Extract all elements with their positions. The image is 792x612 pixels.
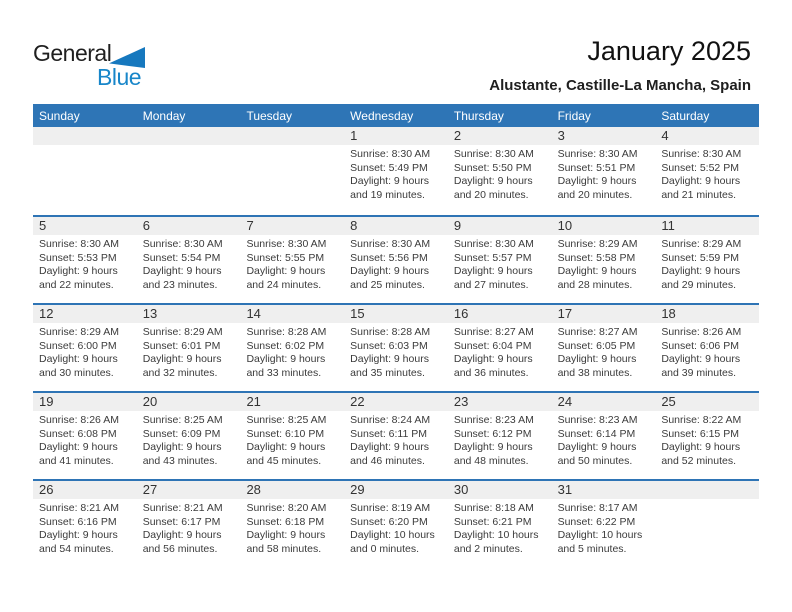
- sunset-text: Sunset: 6:22 PM: [557, 515, 636, 528]
- sunset-text: Sunset: 6:03 PM: [350, 339, 428, 352]
- week-content-row: [33, 235, 759, 292]
- empty-day-number: [33, 127, 137, 145]
- daylight-text: Daylight: 9 hours and 46 minutes.: [350, 441, 429, 467]
- day-cell-12: [33, 323, 137, 380]
- weekday-header-thursday: Thursday: [453, 108, 504, 123]
- daylight-text: Daylight: 9 hours and 56 minutes.: [142, 529, 222, 555]
- sunrise-text: Sunrise: 8:23 AM: [557, 414, 638, 426]
- day-number-3: 3: [557, 128, 565, 143]
- day-cell-3: [552, 145, 656, 202]
- day-cell-9: [448, 235, 552, 292]
- sunrise-text: Sunrise: 8:27 AM: [557, 326, 638, 338]
- day-cell-29: [344, 499, 448, 556]
- sunrise-text: Sunrise: 8:30 AM: [453, 238, 534, 250]
- daylight-text: Daylight: 9 hours and 25 minutes.: [350, 265, 429, 291]
- day-cell-16: [448, 323, 552, 380]
- daylight-text: Daylight: 9 hours and 29 minutes.: [661, 265, 741, 291]
- day-number-4: 4: [661, 128, 669, 143]
- day-cell-23: [448, 411, 552, 468]
- sunrise-text: Sunrise: 8:26 AM: [661, 326, 742, 338]
- day-cell-24: [552, 411, 656, 468]
- sunset-text: Sunset: 5:56 PM: [350, 251, 428, 264]
- day-cell-6: [137, 235, 241, 292]
- day-cell-15: [344, 323, 448, 380]
- day-number-23: 23: [453, 394, 469, 409]
- day-number-21: 21: [246, 394, 261, 409]
- day-cell-10: [552, 235, 656, 292]
- week-row-5: [33, 479, 759, 567]
- calendar-weeks: [33, 127, 759, 567]
- sunrise-text: Sunrise: 8:20 AM: [246, 502, 327, 514]
- daylight-text: Daylight: 9 hours and 39 minutes.: [661, 353, 741, 379]
- day-cell-13: [137, 323, 241, 380]
- sunrise-text: Sunrise: 8:17 AM: [557, 502, 638, 514]
- sunrise-text: Sunrise: 8:30 AM: [661, 148, 742, 160]
- day-cell-26: [33, 499, 137, 556]
- daylight-text: Daylight: 9 hours and 50 minutes.: [557, 441, 637, 467]
- sunrise-text: Sunrise: 8:30 AM: [350, 238, 431, 250]
- sunset-text: Sunset: 5:51 PM: [557, 161, 636, 174]
- page-subtitle: Alustante, Castille-La Mancha, Spain: [489, 77, 751, 94]
- daylight-text: Daylight: 9 hours and 38 minutes.: [557, 353, 637, 379]
- day-number-7: 7: [246, 218, 254, 233]
- sunrise-text: Sunrise: 8:30 AM: [557, 148, 638, 160]
- day-number-18: 18: [661, 306, 676, 321]
- week-row-2: [33, 215, 759, 303]
- empty-day-cell: [33, 145, 137, 202]
- sunrise-text: Sunrise: 8:21 AM: [142, 502, 223, 514]
- day-number-9: 9: [453, 218, 462, 233]
- sunrise-text: Sunrise: 8:18 AM: [453, 502, 534, 514]
- logo-text-general: General: [33, 40, 112, 66]
- daylight-text: Daylight: 9 hours and 22 minutes.: [39, 265, 118, 291]
- sunset-text: Sunset: 5:55 PM: [246, 251, 325, 264]
- sunrise-text: Sunrise: 8:26 AM: [39, 414, 119, 426]
- day-number-17: 17: [557, 306, 573, 321]
- sunrise-text: Sunrise: 8:29 AM: [661, 238, 742, 250]
- sunrise-text: Sunrise: 8:28 AM: [246, 326, 327, 338]
- weekday-header-saturday: Saturday: [661, 108, 710, 123]
- weekday-header-sunday: Sunday: [39, 108, 80, 123]
- day-number-26: 26: [39, 482, 54, 497]
- weekday-header-tuesday: Tuesday: [246, 108, 293, 123]
- day-cell-20: [137, 411, 241, 468]
- empty-day-number: [137, 127, 241, 145]
- daylight-text: Daylight: 9 hours and 27 minutes.: [453, 265, 533, 291]
- day-number-28: 28: [246, 482, 261, 497]
- day-number-band: [33, 305, 759, 323]
- sunrise-text: Sunrise: 8:29 AM: [142, 326, 223, 338]
- day-cell-27: [137, 499, 241, 556]
- sunrise-text: Sunrise: 8:25 AM: [142, 414, 223, 426]
- daylight-text: Daylight: 9 hours and 23 minutes.: [142, 265, 222, 291]
- day-number-19: 19: [39, 394, 54, 409]
- day-number-band: [33, 127, 759, 145]
- daylight-text: Daylight: 10 hours and 2 minutes.: [453, 529, 539, 555]
- day-number-14: 14: [246, 306, 261, 321]
- daylight-text: Daylight: 9 hours and 33 minutes.: [246, 353, 326, 379]
- day-cell-21: [240, 411, 344, 468]
- sunrise-text: Sunrise: 8:21 AM: [39, 502, 119, 514]
- sunset-text: Sunset: 5:59 PM: [661, 251, 739, 264]
- daylight-text: Daylight: 9 hours and 45 minutes.: [246, 441, 326, 467]
- daylight-text: Daylight: 9 hours and 32 minutes.: [142, 353, 222, 379]
- day-cell-25: [655, 411, 759, 468]
- day-cell-1: [344, 145, 448, 202]
- daylight-text: Daylight: 9 hours and 43 minutes.: [142, 441, 222, 467]
- day-cell-17: [552, 323, 656, 380]
- sunrise-text: Sunrise: 8:29 AM: [557, 238, 638, 250]
- day-cell-8: [344, 235, 448, 292]
- sunset-text: Sunset: 5:54 PM: [142, 251, 221, 264]
- weekday-header-friday: Friday: [557, 108, 591, 123]
- sunset-text: Sunset: 6:17 PM: [142, 515, 221, 528]
- day-cell-7: [240, 235, 344, 292]
- calendar: [33, 104, 759, 567]
- day-number-6: 6: [142, 218, 150, 233]
- week-row-4: [33, 391, 759, 479]
- day-number-2: 2: [453, 128, 462, 143]
- day-cell-4: [655, 145, 759, 202]
- sunset-text: Sunset: 5:53 PM: [39, 251, 117, 264]
- day-number-29: 29: [350, 482, 365, 497]
- sunset-text: Sunset: 6:16 PM: [39, 515, 117, 528]
- week-content-row: [33, 145, 759, 202]
- daylight-text: Daylight: 9 hours and 24 minutes.: [246, 265, 326, 291]
- day-cell-2: [448, 145, 552, 202]
- day-cell-19: [33, 411, 137, 468]
- sunrise-text: Sunrise: 8:24 AM: [350, 414, 431, 426]
- sunset-text: Sunset: 5:52 PM: [661, 161, 739, 174]
- day-cell-5: [33, 235, 137, 292]
- sunset-text: Sunset: 6:12 PM: [453, 427, 532, 440]
- week-content-row: [33, 499, 759, 556]
- sunset-text: Sunset: 6:04 PM: [453, 339, 532, 352]
- daylight-text: Daylight: 9 hours and 54 minutes.: [39, 529, 118, 555]
- sunset-text: Sunset: 6:20 PM: [350, 515, 428, 528]
- day-cell-11: [655, 235, 759, 292]
- week-content-row: [33, 323, 759, 380]
- weekday-header-row: [33, 104, 759, 127]
- day-number-1: 1: [350, 128, 358, 143]
- sunset-text: Sunset: 6:02 PM: [246, 339, 325, 352]
- sunset-text: Sunset: 6:21 PM: [453, 515, 532, 528]
- daylight-text: Daylight: 9 hours and 28 minutes.: [557, 265, 637, 291]
- weekday-header-wednesday: Wednesday: [350, 108, 414, 123]
- sunrise-text: Sunrise: 8:30 AM: [39, 238, 119, 250]
- sunrise-text: Sunrise: 8:30 AM: [142, 238, 223, 250]
- day-number-30: 30: [453, 482, 469, 497]
- sunrise-text: Sunrise: 8:30 AM: [453, 148, 534, 160]
- day-number-8: 8: [350, 218, 358, 233]
- day-number-band: [33, 217, 759, 235]
- sunrise-text: Sunrise: 8:30 AM: [350, 148, 431, 160]
- day-cell-30: [448, 499, 552, 556]
- sunset-text: Sunset: 6:06 PM: [661, 339, 739, 352]
- empty-day-number: [655, 481, 759, 499]
- day-cell-28: [240, 499, 344, 556]
- sunrise-text: Sunrise: 8:25 AM: [246, 414, 327, 426]
- day-number-27: 27: [142, 482, 158, 497]
- sunset-text: Sunset: 6:01 PM: [142, 339, 221, 352]
- sunset-text: Sunset: 6:11 PM: [350, 427, 428, 440]
- day-cell-14: [240, 323, 344, 380]
- sunrise-text: Sunrise: 8:22 AM: [661, 414, 742, 426]
- day-number-11: 11: [661, 218, 675, 233]
- sunrise-text: Sunrise: 8:23 AM: [453, 414, 534, 426]
- sunset-text: Sunset: 6:18 PM: [246, 515, 325, 528]
- logo-text-blue: Blue: [97, 64, 142, 90]
- empty-day-cell: [655, 499, 759, 556]
- day-number-5: 5: [39, 218, 47, 233]
- sunrise-text: Sunrise: 8:27 AM: [453, 326, 534, 338]
- weekday-header-monday: Monday: [142, 108, 186, 123]
- sunset-text: Sunset: 6:14 PM: [557, 427, 636, 440]
- sunrise-text: Sunrise: 8:30 AM: [246, 238, 327, 250]
- day-number-22: 22: [350, 394, 365, 409]
- day-cell-31: [552, 499, 656, 556]
- daylight-text: Daylight: 9 hours and 52 minutes.: [661, 441, 741, 467]
- day-number-20: 20: [142, 394, 158, 409]
- daylight-text: Daylight: 9 hours and 20 minutes.: [453, 175, 533, 201]
- sunrise-text: Sunrise: 8:28 AM: [350, 326, 431, 338]
- sunset-text: Sunset: 6:09 PM: [142, 427, 221, 440]
- general-blue-logo: [33, 40, 163, 88]
- sunrise-text: Sunrise: 8:19 AM: [350, 502, 431, 514]
- sunset-text: Sunset: 6:00 PM: [39, 339, 117, 352]
- daylight-text: Daylight: 9 hours and 41 minutes.: [39, 441, 118, 467]
- daylight-text: Daylight: 9 hours and 35 minutes.: [350, 353, 429, 379]
- week-row-3: [33, 303, 759, 391]
- day-cell-18: [655, 323, 759, 380]
- daylight-text: Daylight: 9 hours and 58 minutes.: [246, 529, 326, 555]
- sunrise-text: Sunrise: 8:29 AM: [39, 326, 119, 338]
- day-number-31: 31: [557, 482, 573, 497]
- day-number-13: 13: [142, 306, 158, 321]
- page-title: January 2025: [587, 36, 751, 66]
- empty-day-cell: [137, 145, 241, 202]
- week-row-1: [33, 127, 759, 215]
- daylight-text: Daylight: 10 hours and 0 minutes.: [350, 529, 435, 555]
- empty-day-number: [240, 127, 344, 145]
- sunset-text: Sunset: 5:49 PM: [350, 161, 428, 174]
- sunset-text: Sunset: 5:58 PM: [557, 251, 636, 264]
- day-number-24: 24: [557, 394, 573, 409]
- daylight-text: Daylight: 9 hours and 48 minutes.: [453, 441, 533, 467]
- daylight-text: Daylight: 10 hours and 5 minutes.: [557, 529, 643, 555]
- daylight-text: Daylight: 9 hours and 30 minutes.: [39, 353, 118, 379]
- sunset-text: Sunset: 5:50 PM: [453, 161, 532, 174]
- sunset-text: Sunset: 6:05 PM: [557, 339, 636, 352]
- daylight-text: Daylight: 9 hours and 36 minutes.: [453, 353, 533, 379]
- day-number-band: [33, 481, 759, 499]
- week-content-row: [33, 411, 759, 468]
- day-number-25: 25: [661, 394, 676, 409]
- sunset-text: Sunset: 5:57 PM: [453, 251, 532, 264]
- day-cell-22: [344, 411, 448, 468]
- day-number-12: 12: [39, 306, 54, 321]
- daylight-text: Daylight: 9 hours and 21 minutes.: [661, 175, 741, 201]
- day-number-15: 15: [350, 306, 365, 321]
- empty-day-cell: [240, 145, 344, 202]
- day-number-10: 10: [557, 218, 573, 233]
- daylight-text: Daylight: 9 hours and 20 minutes.: [557, 175, 637, 201]
- day-number-16: 16: [453, 306, 469, 321]
- sunset-text: Sunset: 6:10 PM: [246, 427, 325, 440]
- sunset-text: Sunset: 6:08 PM: [39, 427, 117, 440]
- day-number-band: [33, 393, 759, 411]
- title-block: [489, 36, 751, 94]
- daylight-text: Daylight: 9 hours and 19 minutes.: [350, 175, 429, 201]
- sunset-text: Sunset: 6:15 PM: [661, 427, 739, 440]
